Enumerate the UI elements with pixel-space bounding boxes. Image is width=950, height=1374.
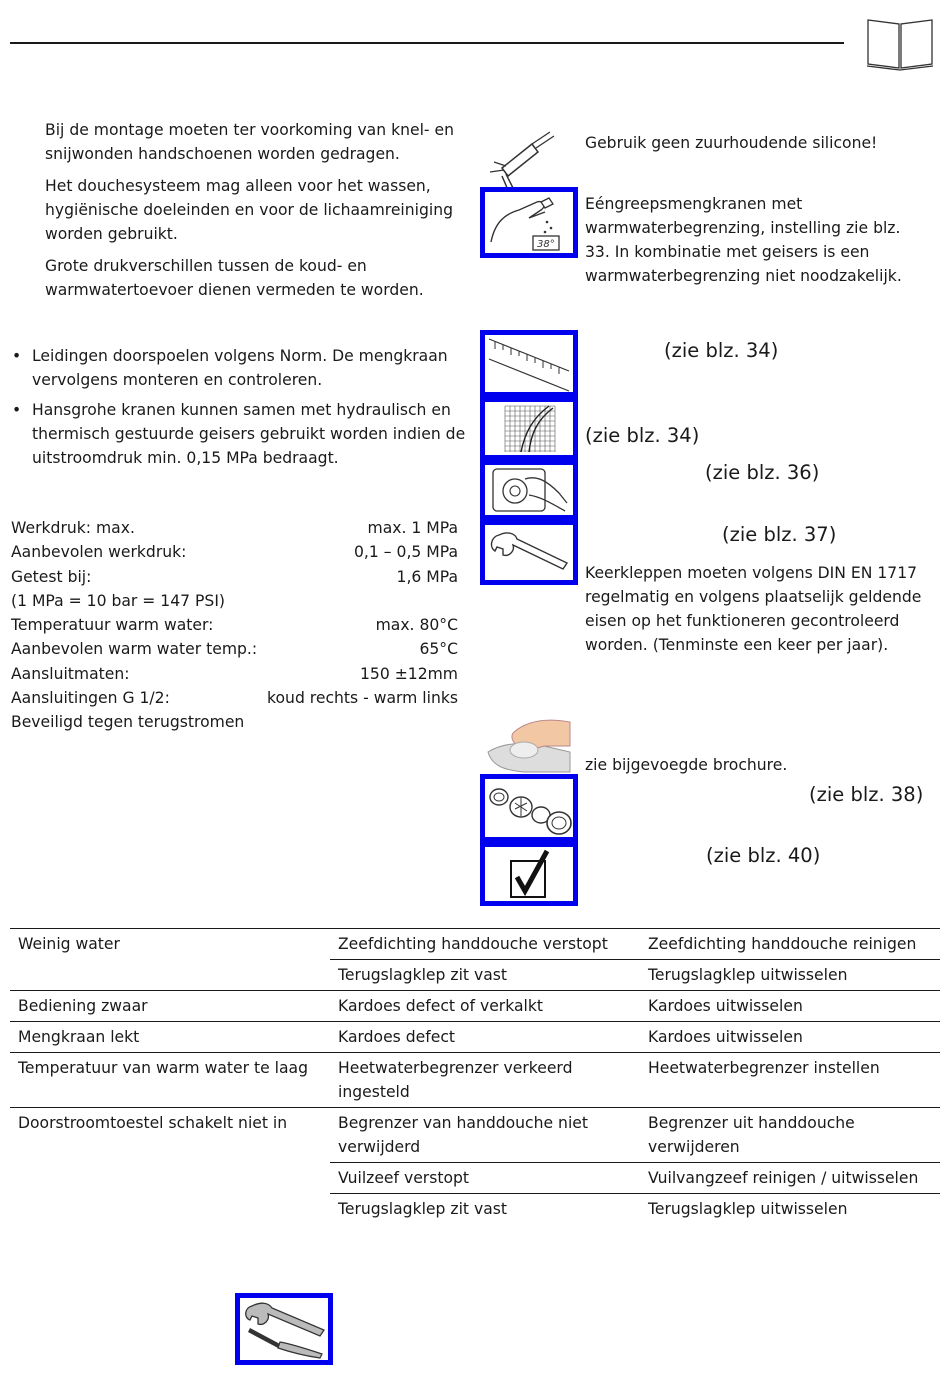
spec-label: Aanbevolen warm water temp.:: [11, 640, 258, 659]
bullet-flush: • Leidingen doorspoelen volgens Norm. De mengkraan vervolgens monteren en controleren.: [12, 344, 467, 392]
remedy-cell: Begrenzer uit handdouche verwijderen: [648, 1114, 855, 1156]
ruler-icon: [480, 330, 578, 397]
page-ref: (zie blz. 37): [722, 523, 837, 546]
header-rule: [10, 42, 844, 44]
problem-cell: Temperatuur van warm water te laag: [18, 1059, 308, 1077]
cause-cell: Kardoes defect: [338, 1028, 456, 1046]
page-ref: (zie blz. 40): [706, 844, 821, 867]
remedy-cell: Terugslagklep uitwisselen: [640, 959, 940, 990]
troubleshooting-table: [10, 928, 940, 1224]
spec-row: [11, 686, 458, 710]
problem-cell: Weinig water: [18, 935, 120, 953]
problem-cell: Bediening zwaar: [18, 997, 148, 1015]
remedy-cell: Kardoes uitwisselen: [648, 997, 803, 1015]
spec-row: [11, 613, 458, 637]
remedy-cell: Heetwaterbegrenzer instellen: [648, 1059, 880, 1077]
check-valve-note: Keerkleppen moeten volgens DIN EN 1717 regelmatig en volgens plaatselijk geldende eisen op het funktioneren gecontroleerd worden. (Tenminste een keer per jaar).: [585, 564, 922, 654]
spec-label: Aansluitingen G 1/2:: [11, 689, 170, 708]
cause-cell: Terugslagklep zit vast: [330, 1193, 640, 1224]
page-ref: (zie blz. 36): [705, 461, 820, 484]
spec-label: Werkdruk: max.: [11, 519, 135, 537]
spec-value: 65°C: [419, 640, 458, 659]
spec-value: 0,1 – 0,5 MPa: [354, 543, 458, 562]
spec-value: max. 1 MPa: [367, 519, 458, 537]
problem-cell: Mengkraan lekt: [18, 1028, 140, 1046]
remedy-cell: Terugslagklep uitwisselen: [640, 1193, 940, 1224]
intro-pressure: Grote drukverschillen tussen de koud- en warmwatertoevoer dienen vermeden te worden.: [45, 257, 424, 299]
cleaning-hand-icon: [484, 712, 574, 776]
spec-label: Aanbevolen werkdruk:: [11, 543, 187, 562]
spec-row: [11, 589, 458, 613]
table-row: [10, 1021, 940, 1052]
cause-cell: Begrenzer van handdouche niet verwijderd: [338, 1114, 588, 1156]
spec-row: [11, 516, 458, 540]
spec-row: [11, 662, 458, 686]
cause-cell: Terugslagklep zit vast: [330, 959, 640, 990]
spec-value: 150 ±12mm: [359, 664, 458, 683]
table-row: [10, 990, 940, 1021]
page-ref: (zie blz. 34): [585, 424, 700, 447]
install-mixer-icon: [480, 460, 578, 520]
bullet-geysers: • Hansgrohe kranen kunnen samen met hydraulisch en thermisch gestuurde geisers gebruikt worden indien de uitstroomdruk min. 0,15 MPa bedraagt.: [12, 398, 467, 470]
table-row: [10, 928, 940, 990]
remedy-cell: Zeefdichting handdouche reinigen: [648, 935, 917, 953]
spec-value: koud rechts - warm links: [267, 689, 458, 708]
silicone-gun-icon: [484, 130, 556, 192]
table-row: [10, 1107, 940, 1224]
spec-label: (1 MPa = 10 bar = 147 PSI): [11, 591, 226, 610]
thermostat-limiter-icon: [480, 187, 578, 258]
spare-parts-icon: [480, 774, 578, 842]
spec-label: Getest bij:: [11, 567, 92, 586]
intro-usage: Het douchesysteem mag alleen voor het wassen, hygiënische doeleinden en voor de lichaamreiniging worden gebruikt.: [45, 177, 453, 243]
table-row: [10, 1052, 940, 1107]
silicone-warning: Gebruik geen zuurhoudende silicone!: [585, 134, 878, 152]
spec-table: [11, 516, 458, 735]
spec-value: 1,6 MPa: [396, 567, 458, 586]
limiter-note: Eéngreepsmengkranen met warmwaterbegrenzing, instelling zie blz. 33. In kombinatie met geisers is een warmwaterbegrenzing niet noodzakelijk.: [585, 195, 902, 285]
spec-row: [11, 710, 458, 734]
thermo-display: 38°: [537, 239, 555, 250]
remedy-cell: Vuilvangzeef reinigen / uitwisselen: [640, 1162, 940, 1193]
brochure-note: zie bijgevoegde brochure.: [585, 756, 788, 774]
checkmark-icon: [480, 842, 578, 906]
spec-row: [11, 540, 458, 564]
spec-value: max. 80°C: [375, 616, 458, 635]
book-icon: [866, 14, 934, 72]
problem-cell: Doorstroomtoestel schakelt niet in: [18, 1114, 288, 1132]
spec-row: [11, 565, 458, 589]
wrench-icon: [480, 520, 578, 585]
spec-label: Beveiligd tegen terugstromen: [11, 713, 245, 732]
spec-label: Aansluitmaten:: [11, 664, 130, 683]
intro-text: [45, 118, 475, 310]
cause-cell: Vuilzeef verstopt: [330, 1162, 640, 1193]
cause-cell: Heetwaterbegrenzer verkeerd ingesteld: [338, 1059, 573, 1101]
template-grid-icon: [480, 397, 578, 460]
tools-icon: [235, 1293, 333, 1365]
intro-gloves: Bij de montage moeten ter voorkoming van knel- en snijwonden handschoenen worden gedragen.: [45, 121, 454, 163]
remedy-cell: Kardoes uitwisselen: [648, 1028, 803, 1046]
cause-cell: Kardoes defect of verkalkt: [338, 997, 543, 1015]
page-ref: (zie blz. 38): [809, 783, 924, 806]
spec-row: [11, 637, 458, 661]
spec-label: Temperatuur warm water:: [11, 616, 214, 635]
page-ref: (zie blz. 34): [664, 339, 779, 362]
cause-cell: Zeefdichting handdouche verstopt: [338, 935, 608, 953]
bullet-list: [12, 344, 467, 476]
